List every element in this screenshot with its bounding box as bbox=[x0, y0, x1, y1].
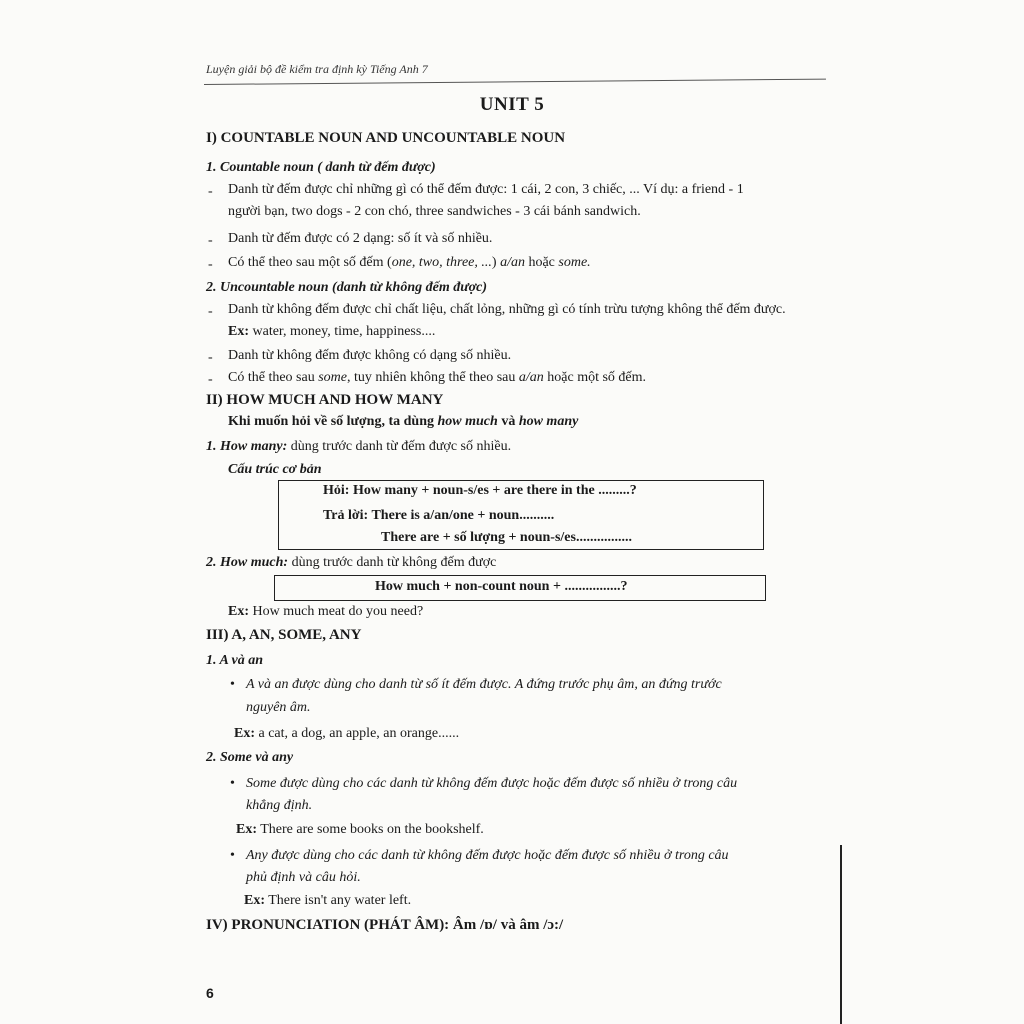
section-2-heading: II) HOW MUCH AND HOW MANY bbox=[206, 392, 444, 408]
text-run: some. bbox=[558, 255, 591, 270]
text-run: 1. How many: bbox=[206, 439, 288, 454]
text-run: dùng trước danh từ đếm được số nhiều. bbox=[287, 439, 512, 454]
bullet-marker: • bbox=[230, 848, 235, 863]
text-run: how many bbox=[518, 414, 579, 429]
some-example bbox=[236, 822, 484, 838]
ex-label: Ex: bbox=[228, 604, 249, 619]
text-run: ) bbox=[491, 255, 501, 270]
text-run: và bbox=[497, 414, 519, 429]
text-run: There are some books on the bookshelf. bbox=[257, 822, 484, 837]
text-run: Có thể theo sau bbox=[228, 370, 319, 385]
section-4-heading: IV) PRONUNCIATION (PHÁT ÂM): Âm /ɒ/ và âm /ɔ:/ bbox=[206, 917, 564, 933]
dash-marker: - bbox=[208, 233, 213, 248]
countable-definition-line1: Danh từ đếm được chỉ những gì có thể đếm được: 1 cái, 2 con, 3 chiếc, ... Ví dụ: a friend - 1 bbox=[228, 182, 744, 197]
text-run: hoặc bbox=[524, 255, 559, 270]
dash-marker: - bbox=[208, 350, 213, 365]
a-an-rule-line2: nguyên âm. bbox=[246, 700, 311, 715]
a-an-rule-line1: A và an được dùng cho danh từ số ít đếm được. A đứng trước phụ âm, an đứng trước bbox=[246, 677, 722, 692]
ex-label: Ex: bbox=[234, 726, 255, 741]
dash-marker: - bbox=[208, 372, 213, 387]
text-run: a cat, a dog, an apple, an orange...... bbox=[255, 726, 460, 741]
section-1-sub-countable: 1. Countable noun ( danh từ đếm được) bbox=[206, 160, 436, 175]
text-run: How much meat do you need? bbox=[249, 604, 424, 619]
text-run: a/an bbox=[518, 370, 544, 385]
running-header: Luyện giải bộ đề kiểm tra định kỳ Tiếng Anh 7 bbox=[206, 62, 428, 76]
how-much-structure-box bbox=[274, 575, 766, 601]
uncountable-no-plural: Danh từ không đếm được không có dạng số nhiều. bbox=[228, 348, 512, 363]
unit-title: UNIT 5 bbox=[479, 94, 545, 115]
text-run: a/an bbox=[500, 255, 525, 270]
text-run: Khi muốn hỏi về số lượng, ta dùng bbox=[228, 414, 438, 429]
text-run: water, money, time, happiness.... bbox=[249, 324, 436, 339]
countable-definition-line2: người bạn, two dogs - 2 con chó, three sandwiches - 3 cái bánh sandwich. bbox=[228, 204, 641, 219]
countable-forms: Danh từ đếm được có 2 dạng: số ít và số nhiều. bbox=[228, 231, 493, 246]
page-number: 6 bbox=[206, 985, 214, 1001]
uncountable-determiners bbox=[228, 370, 646, 386]
structure-answer-singular: Trả lời: There is a/an/one + noun.......... bbox=[323, 508, 555, 523]
dash-marker: - bbox=[208, 184, 213, 199]
dash-marker: - bbox=[208, 257, 213, 272]
text-run: how much bbox=[437, 414, 498, 429]
text-run: dùng trước danh từ không đếm được bbox=[288, 555, 497, 570]
ex-label: Ex: bbox=[236, 822, 257, 837]
any-example bbox=[244, 893, 411, 909]
how-many-rule bbox=[206, 439, 511, 455]
how-much-example bbox=[228, 604, 423, 620]
header-rule bbox=[204, 79, 826, 85]
text-run: some bbox=[318, 370, 347, 385]
section-3-heading: III) A, AN, SOME, ANY bbox=[206, 627, 362, 643]
ex-label: Ex: bbox=[244, 893, 265, 908]
text-run: , tuy nhiên không thể theo sau bbox=[347, 370, 519, 385]
section-1-heading: I) COUNTABLE NOUN AND UNCOUNTABLE NOUN bbox=[206, 130, 566, 146]
any-rule-line2: phủ định và câu hỏi. bbox=[246, 870, 361, 885]
section-3-sub-some-any: 2. Some và any bbox=[206, 750, 294, 765]
uncountable-definition: Danh từ không đếm được chỉ chất liệu, chất lỏng, những gì có tính trừu tượng không thể đếm được. bbox=[228, 302, 786, 317]
bullet-marker: • bbox=[230, 776, 235, 791]
any-rule-line1: Any được dùng cho các danh từ không đếm được hoặc đếm được số nhiều ở trong câu bbox=[246, 848, 729, 863]
some-rule-line2: khẳng định. bbox=[246, 798, 313, 813]
structure-question: Hỏi: How many + noun-s/es + are there in the .........? bbox=[323, 483, 637, 498]
how-much-rule bbox=[206, 555, 496, 571]
dash-marker: - bbox=[208, 304, 213, 319]
ex-label: Ex: bbox=[228, 324, 249, 339]
countable-determiners bbox=[228, 255, 591, 271]
text-run: Có thể theo sau một số đếm ( bbox=[228, 255, 392, 270]
a-an-example bbox=[234, 726, 459, 742]
some-rule-line1: Some được dùng cho các danh từ không đếm được hoặc đếm được số nhiều ở trong câu bbox=[246, 776, 738, 791]
text-run: one, two, three, ... bbox=[391, 255, 492, 270]
text-run: hoặc một số đếm. bbox=[543, 370, 647, 385]
section-1-sub-uncountable: 2. Uncountable noun (danh từ không đếm được) bbox=[206, 280, 487, 295]
section-3-sub-a-an: 1. A và an bbox=[206, 653, 264, 668]
bullet-marker: • bbox=[230, 677, 235, 692]
page-edge-line bbox=[840, 845, 842, 1024]
text-run: There isn't any water left. bbox=[265, 893, 412, 908]
how-many-structure-box bbox=[278, 480, 764, 550]
structure-how-much: How much + non-count noun + ................? bbox=[375, 579, 628, 594]
uncountable-example bbox=[228, 324, 435, 340]
structure-answer-plural: There are + số lượng + noun-s/es................ bbox=[381, 530, 632, 545]
how-much-many-intro bbox=[228, 414, 578, 430]
structure-label: Cấu trúc cơ bản bbox=[228, 462, 322, 477]
text-run: 2. How much: bbox=[206, 555, 289, 570]
